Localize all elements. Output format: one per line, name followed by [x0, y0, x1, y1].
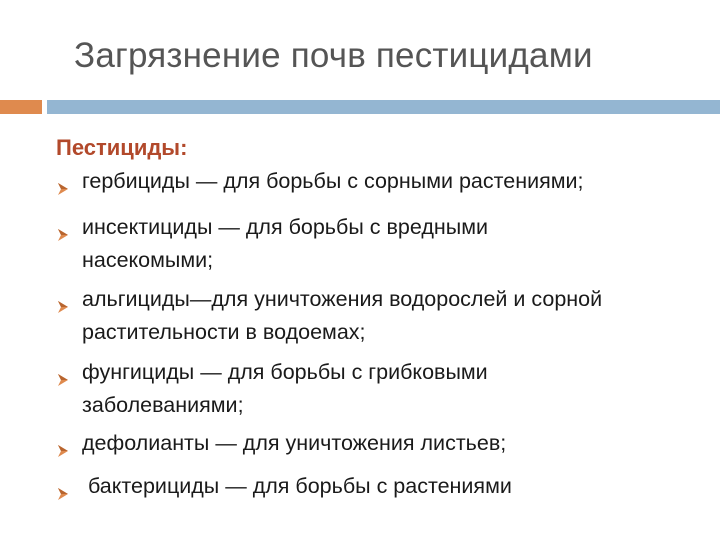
title-accent-block [0, 100, 42, 114]
bullet-text: альгициды—для уничтожения водорослей и сорной растительности в водоемах; [82, 287, 603, 344]
arrowhead-bullet-icon [56, 487, 70, 501]
list-heading: Пестициды: [56, 135, 188, 160]
arrowhead-bullet-icon [56, 444, 70, 458]
arrowhead-bullet-icon [56, 373, 70, 387]
bullet-text: инсектициды — для борьбы с вредными насекомыми; [82, 215, 488, 272]
title-rule-bar [47, 100, 720, 114]
bullet-text: дефолианты — для уничтожения листьев; [82, 431, 507, 455]
arrowhead-bullet-icon [56, 300, 70, 314]
bullet-text: фунгициды — для борьбы с грибковыми заболеваниями; [82, 360, 488, 417]
slide-title: Загрязнение почв пестицидами [74, 36, 593, 75]
bullet-text: бактерициды — для борьбы с растениями [82, 474, 512, 498]
bullet-text: гербициды — для борьбы с сорными растениями; [82, 169, 584, 193]
arrowhead-bullet-icon [56, 182, 70, 196]
arrowhead-bullet-icon [56, 228, 70, 242]
